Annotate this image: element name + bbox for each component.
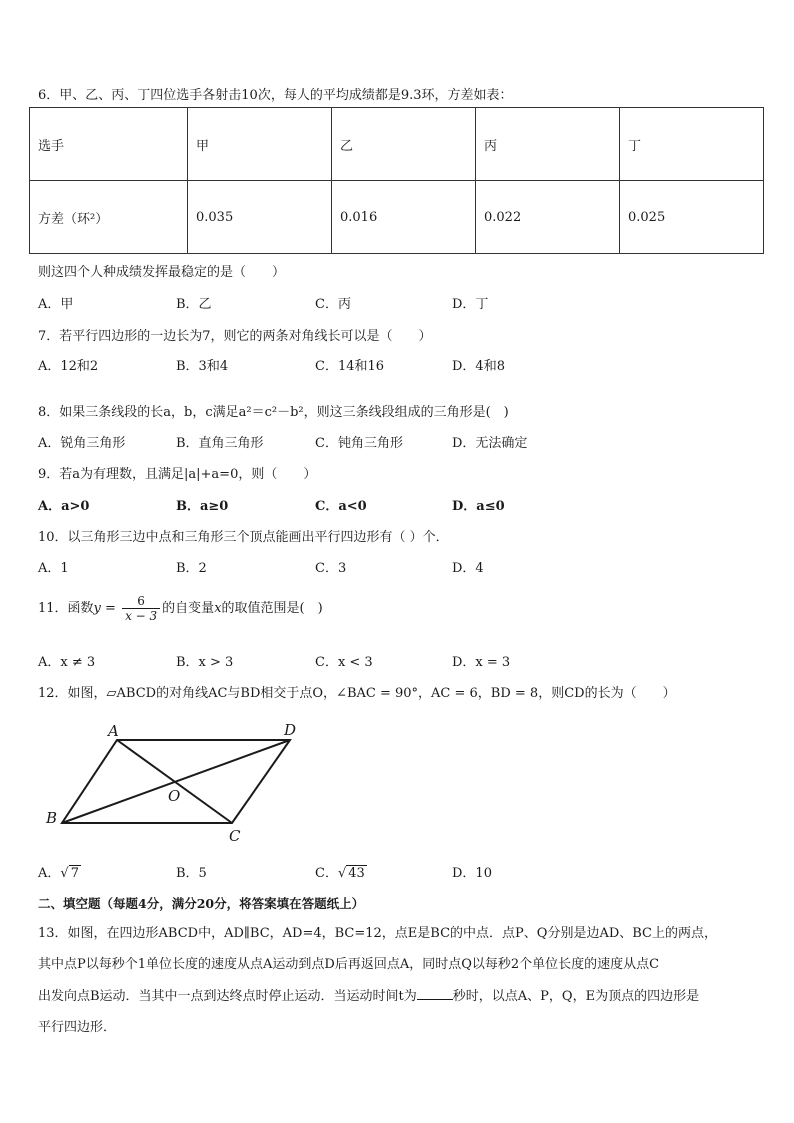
option-d[interactable]: D．无法确定 [452,436,528,451]
sqrt: √ 7 [60,866,79,881]
table-header-cell: 丙 [476,108,620,181]
sqrt-radicand: 7 [70,866,79,881]
q12-options [38,862,758,880]
table-cell: 0.016 [332,181,476,254]
var-x: x [214,601,222,616]
label-o: O [168,787,181,805]
option-a[interactable]: A．12和2 [38,359,99,374]
option-c[interactable]: C．a<0 [315,499,367,514]
fraction [122,594,160,623]
table-row [30,181,764,254]
option-a[interactable] [38,862,81,881]
section-title: 二、填空题（每题4分，满分20分，将答案填在答题纸上） [38,896,365,911]
q13-line-3-end: 秒时，以点A、P，Q，E为顶点的四边形是 [452,989,700,1004]
label-c: C [229,827,241,845]
option-d[interactable]: D．x = 3 [452,655,511,670]
option-c[interactable]: C．x < 3 [315,655,373,670]
q7-options [38,355,758,373]
option-a[interactable]: A．甲 [38,297,74,312]
option-b[interactable]: B．2 [176,561,207,576]
q13-line-3-start: 出发向点B运动．当其中一点到达终点时停止运动．当运动时间t为 [38,989,417,1004]
sqrt: √ 43 [337,866,365,881]
option-a[interactable]: A．锐角三角形 [38,436,126,451]
option-a[interactable]: A．a>0 [38,499,90,514]
q13-line-2: 其中点P以每秒个1单位长度的速度从点A运动到点D后再返回点A，同时点Q以每秒2个单位长度的速度从点C [38,957,660,972]
table-cell: 0.022 [476,181,620,254]
q6-stem: 6．甲、乙、丙、丁四位选手各射击10次，每人的平均成绩都是9.3环，方差如表： [38,88,513,103]
table-header-cell: 乙 [332,108,476,181]
option-d[interactable]: D．10 [452,866,492,881]
diagonal-bd [62,740,290,823]
option-c-prefix: C． [315,866,338,881]
option-c[interactable]: C．钝角三角形 [315,436,403,451]
q6-question: 则这四个人种成绩发挥最稳定的是（ ） [38,265,286,280]
q11-suffix-a: 的自变量 [162,601,215,616]
option-b[interactable]: B．乙 [176,297,212,312]
option-b[interactable]: B．x > 3 [176,655,234,670]
q8-options [38,432,758,450]
label-a: A [108,722,119,740]
q11-prefix: 11．函数 [38,601,94,616]
q10-stem: 10．以三角形三边中点和三角形三个顶点能画出平行四边形有（ ）个． [38,530,449,545]
equals: = [100,601,121,616]
option-d[interactable]: D．4 [452,561,484,576]
q9-options [38,495,758,513]
option-d[interactable]: D．4和8 [452,359,505,374]
option-b[interactable]: B．5 [176,866,207,881]
table-row [30,108,764,181]
table-header-cell: 丁 [620,108,764,181]
q11-options [38,651,758,669]
parallelogram-figure [40,715,310,850]
option-b[interactable]: B．3和4 [176,359,229,374]
q13-line-4: 平行四边形． [38,1020,117,1035]
q7-stem: 7．若平行四边形的一边长为7，则它的两条对角线长可以是（ ） [38,329,432,344]
option-b[interactable]: B．直角三角形 [176,436,264,451]
label-d: D [284,721,297,739]
fraction-denominator: x − 3 [125,609,158,623]
q12-stem: 12．如图，▱ABCD的对角线AC与BD相交于点O，∠BAC = 90°，AC = 6，BD = 8，则CD的长为（ ） [38,686,676,701]
option-a-prefix: A． [38,866,61,881]
q10-options [38,557,758,575]
variance-table [29,107,764,254]
option-c[interactable]: C．14和16 [315,359,385,374]
q6-options [38,293,758,311]
table-header-cell: 选手 [30,108,188,181]
q11-stem [38,594,323,623]
option-b[interactable]: B．a≥0 [176,499,229,514]
sqrt-radicand: 43 [348,866,365,881]
option-d[interactable]: D．a≤0 [452,499,505,514]
option-a[interactable]: A．x ≠ 3 [38,655,96,670]
table-row-label: 方差（环²） [30,181,188,254]
table-cell: 0.035 [188,181,332,254]
q13-line-3 [38,985,699,1004]
table-header-cell: 甲 [188,108,332,181]
option-d[interactable]: D．丁 [452,297,489,312]
answer-blank[interactable] [417,987,453,1000]
q13-line-1: 13．如图，在四边形ABCD中，AD∥BC，AD=4，BC=12，点E是BC的中点．点P、Q分别是边AD、BC上的两点， [38,926,717,941]
option-c[interactable] [315,862,367,881]
q11-suffix-b: 的取值范围是( ) [221,601,323,616]
table-cell: 0.025 [620,181,764,254]
q9-stem: 9．若a为有理数，且满足|a|+a=0，则（ ） [38,467,317,482]
q8-stem: 8．如果三条线段的长a，b，c满足a²＝c²－b²，则这三条线段组成的三角形是( ) [38,405,509,420]
label-b: B [46,809,58,827]
option-a[interactable]: A．1 [38,561,69,576]
option-c[interactable]: C．丙 [315,297,351,312]
option-c[interactable]: C．3 [315,561,347,576]
var-y: y [93,601,101,616]
fraction-numerator: 6 [122,594,160,609]
